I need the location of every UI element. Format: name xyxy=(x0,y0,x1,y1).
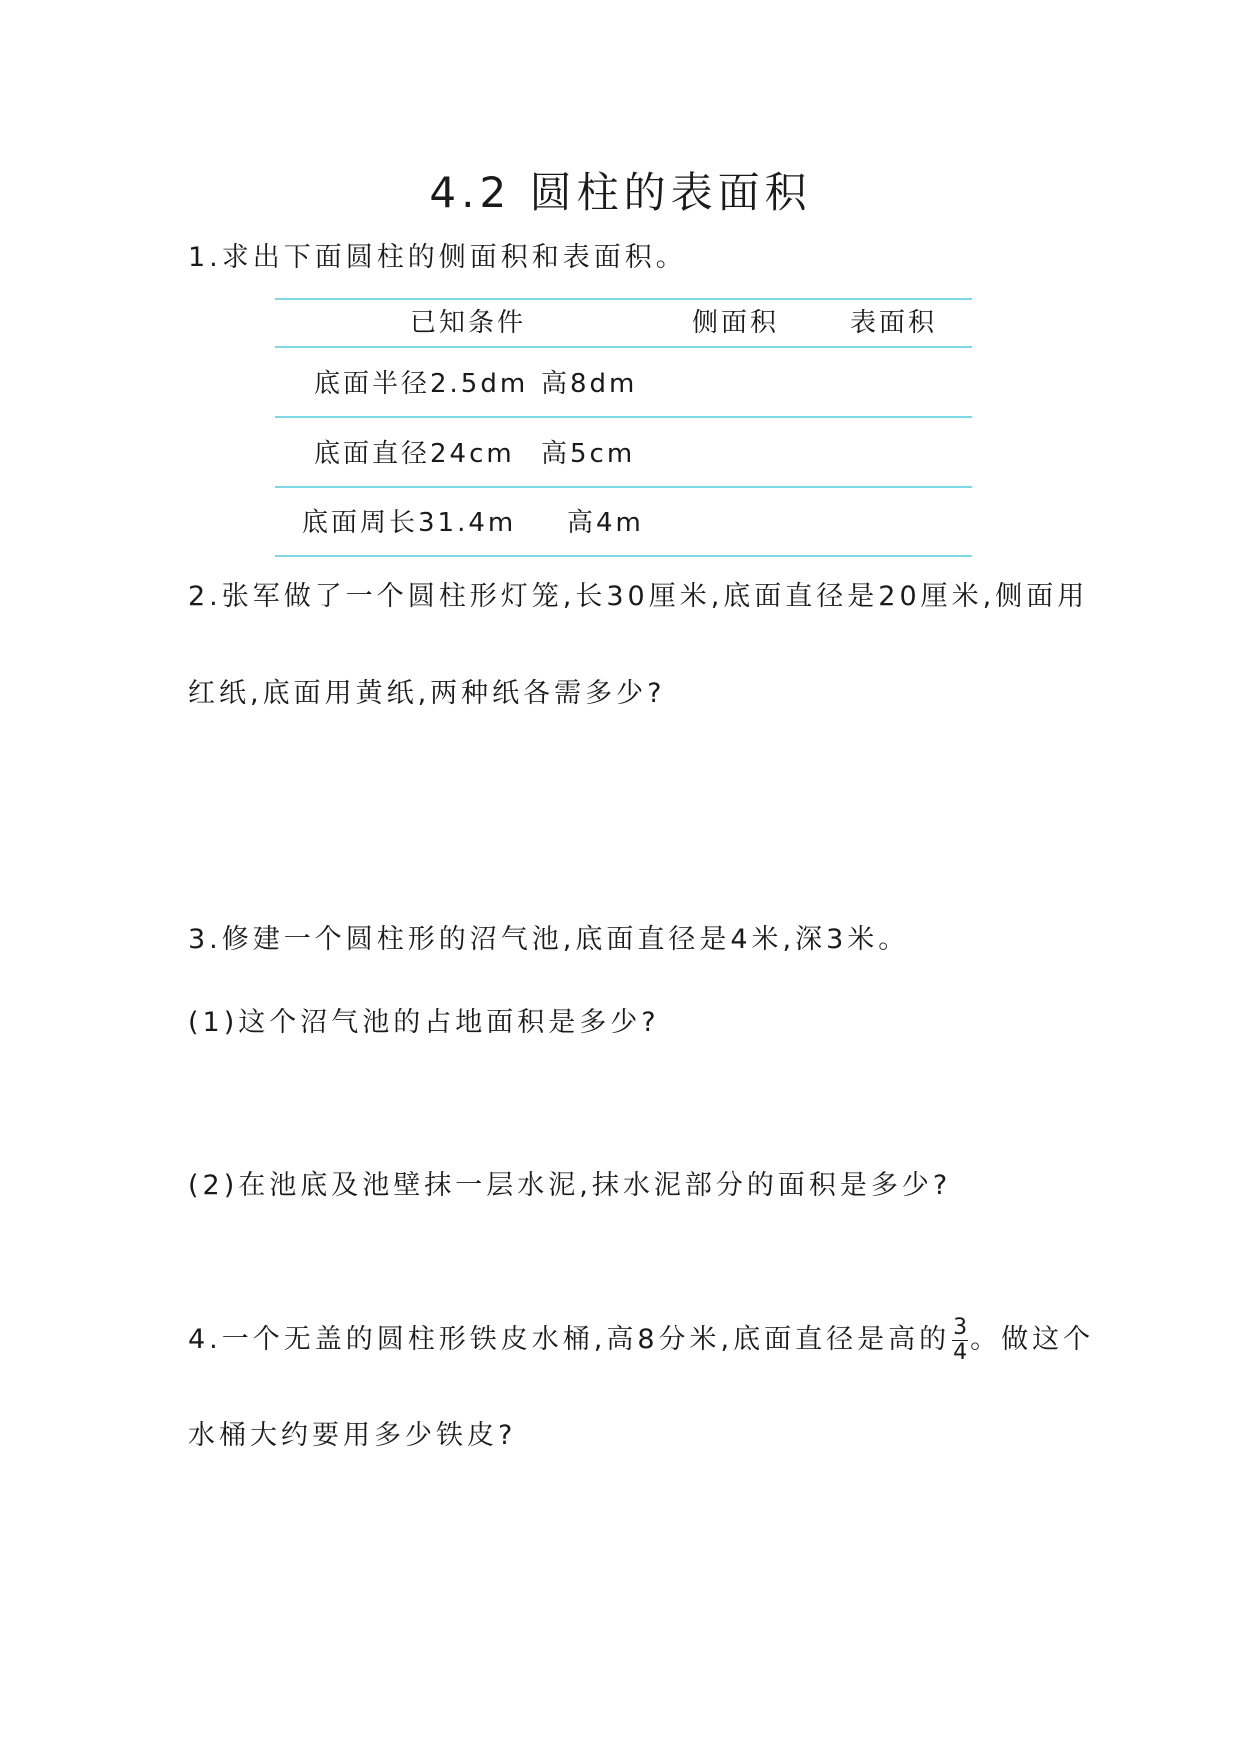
row2-condition: 底面直径24cm xyxy=(314,439,515,469)
question-2-line2: 红纸,底面用黄纸,两种纸各需多少? xyxy=(188,678,666,709)
question-4-line1 xyxy=(188,1316,1094,1365)
question-3-sub2: (2)在池底及池壁抹一层水泥,抹水泥部分的面积是多少? xyxy=(188,1170,952,1201)
row3-height: 高4m xyxy=(567,508,644,538)
question-3-prompt: 3.修建一个圆柱形的沼气池,底面直径是4米,深3米。 xyxy=(188,924,910,955)
table-rule-header xyxy=(275,346,972,348)
fraction-denominator: 4 xyxy=(953,1340,968,1365)
question-1-prompt: 1.求出下面圆柱的侧面积和表面积。 xyxy=(188,242,687,273)
fraction-numerator: 3 xyxy=(953,1315,968,1340)
row3-condition: 底面周长31.4m xyxy=(302,508,517,538)
question-3-sub1: (1)这个沼气池的占地面积是多少? xyxy=(188,1007,660,1038)
table-rule-bottom xyxy=(275,555,972,557)
table-rule-row2 xyxy=(275,486,972,488)
header-known-conditions: 已知条件 xyxy=(410,308,527,338)
question-4-text-a: 4.一个无盖的圆柱形铁皮水桶,高8分米,底面直径是高的 xyxy=(188,1324,951,1355)
question-4-line2: 水桶大约要用多少铁皮? xyxy=(188,1420,517,1451)
header-surface-area: 表面积 xyxy=(850,308,938,338)
row1-condition: 底面半径2.5dm xyxy=(314,369,529,399)
fraction-three-quarters xyxy=(952,1316,968,1365)
table-rule-top xyxy=(275,298,972,300)
row1-height: 高8dm xyxy=(541,369,638,399)
header-lateral-area: 侧面积 xyxy=(692,308,780,338)
question-2-line1: 2.张军做了一个圆柱形灯笼,长30厘米,底面直径是20厘米,侧面用 xyxy=(188,581,1089,612)
question-4-text-b: 。做这个 xyxy=(970,1324,1095,1355)
table-rule-row1 xyxy=(275,416,972,418)
row2-height: 高5cm xyxy=(541,439,636,469)
page-title: 4.2 圆柱的表面积 xyxy=(429,168,812,217)
